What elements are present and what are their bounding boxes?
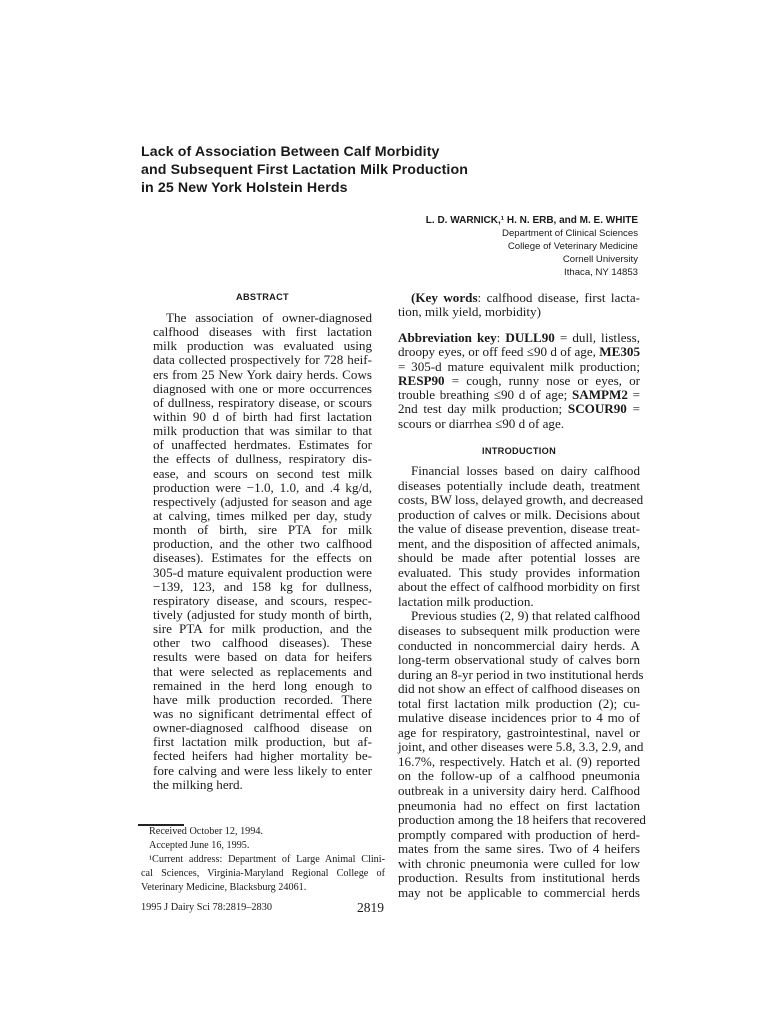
text-line: milk production was evaluated using	[153, 338, 372, 354]
text-line: during an 8-yr period in two institutional herds	[398, 666, 644, 682]
text-line: Accepted June 16, 1995.	[149, 840, 250, 851]
text-line: total first lactation milk production (2); cu-	[398, 695, 640, 711]
text-segment: =	[627, 387, 640, 403]
text-line: fected heifers had higher mortality be-	[153, 748, 372, 764]
text-line: production among the 18 heifers that recovered	[398, 812, 646, 828]
text-line: fore calving and were less likely to enter	[153, 762, 372, 778]
text-line: about the effect of calfhood morbidity on first	[398, 579, 640, 595]
text-line: of unaffected herdmates. Estimates for	[153, 437, 372, 453]
bold-term: ME305	[599, 344, 640, 360]
text-line: costs, BW loss, delayed growth, and decreased	[398, 492, 644, 508]
text-segment: :	[496, 330, 506, 345]
bold-term: DULL90	[505, 330, 555, 345]
text-line	[398, 374, 640, 388]
text-segment: droopy eyes, or off feed ≤90 d of age,	[398, 344, 600, 360]
abstract-body	[153, 311, 372, 792]
text-line: Veterinary Medicine, Blacksburg 24061.	[141, 882, 307, 893]
text-line: mates from the same sires. Two of 4 heifers	[398, 841, 640, 857]
footnotes	[141, 825, 385, 895]
text-line: sire PTA for milk production, and the	[153, 621, 372, 637]
text-line	[398, 360, 640, 374]
text-line: −139, 123, and 158 kg for dullness,	[153, 578, 372, 594]
affiliation-line: College of Veterinary Medicine	[507, 241, 638, 252]
text-line: diagnosed with one or more occurrences	[153, 380, 372, 396]
text-line: with chronic pneumonia were culled for low	[398, 855, 640, 871]
text-line: remained in the herd long enough to	[153, 677, 372, 693]
text-line: long-term observational study of calves born	[398, 652, 640, 668]
text-line: the milking herd.	[153, 776, 243, 792]
keywords	[398, 291, 640, 320]
text-line: ers from 25 New York dairy herds. Cows	[153, 366, 372, 382]
text-line: calfhood diseases with first lactation	[153, 324, 372, 340]
text-line: have milk production recorded. There	[153, 691, 372, 707]
bold-term: (Key words	[411, 290, 478, 305]
text-line: milk production that was similar to that	[153, 423, 372, 439]
bold-term: SAMPM2	[571, 387, 628, 403]
text-line: diseases). Estimates for the effects on	[153, 550, 372, 566]
text-line: production. Results from institutional herds	[398, 870, 640, 886]
text-line: tively (adjusted for study month of birth,	[153, 606, 372, 622]
text-line: outbreak in a university dairy herd. Calfhood	[398, 783, 640, 799]
text-line: ease, and scours on second test milk	[153, 465, 372, 481]
introduction-body	[398, 463, 646, 900]
text-line: conducted in noncommercial dairy herds. A	[398, 637, 640, 653]
bold-term: Abbreviation key	[398, 330, 497, 345]
text-line: mulative disease incidences prior to 4 mo of	[398, 710, 640, 726]
text-line: 305-d mature equivalent production were	[153, 564, 372, 580]
text-line: age for respiratory, gastrointestinal, navel or	[398, 724, 640, 740]
text-line	[398, 345, 640, 359]
article-title	[141, 143, 468, 197]
text-line: 16.7%, respectively. Hatch et al. (9) reported	[398, 753, 640, 769]
affiliation-line: Ithaca, NY 14853	[564, 267, 638, 278]
text-line: Previous studies (2, 9) that related calfhood	[411, 608, 640, 624]
text-line: diseases to subsequent milk production were	[398, 623, 640, 639]
author-block	[426, 214, 638, 279]
text-line	[398, 417, 640, 431]
text-line: ¹Current address: Department of Large Animal Clini-	[149, 854, 385, 865]
title-line: in 25 New York Holstein Herds	[141, 180, 348, 196]
text-segment: = cough, runny nose or eyes, or	[444, 372, 640, 388]
text-line: the value of disease prevention, disease treat-	[398, 521, 640, 537]
text-line: respectively (adjusted for season and age	[153, 493, 372, 509]
text-line: cal Sciences, Virginia-Maryland Regional College of	[141, 868, 385, 879]
text-line: did not show an effect of calfhood diseases on	[398, 681, 640, 697]
text-line: owner-diagnosed calfhood disease on	[153, 720, 372, 736]
text-line: pneumonia had no effect on first lactation	[398, 797, 640, 813]
text-segment: : calfhood disease, first lacta-	[477, 290, 640, 305]
text-segment: =	[626, 401, 640, 417]
text-line: within 90 d of birth had first lactation	[153, 408, 372, 424]
text-line: was no significant detrimental effect of	[153, 705, 372, 721]
text-line: The association of owner-diagnosed	[166, 310, 372, 325]
text-line: production were −1.0, 1.0, and .4 kg/d,	[153, 479, 372, 495]
text-line: promptly compared with production of herd-	[398, 826, 640, 842]
journal-citation: 1995 J Dairy Sci 78:2819–2830	[141, 902, 272, 913]
text-line: on the follow-up of a calfhood pneumonia	[398, 768, 640, 784]
title-line: Lack of Association Between Calf Morbidity	[141, 144, 440, 160]
introduction-heading: INTRODUCTION	[481, 446, 557, 456]
text-segment: 2nd test day milk production;	[398, 401, 568, 417]
bold-term: RESP90	[398, 372, 445, 388]
text-line: ment, and the disposition of affected animals,	[398, 535, 640, 551]
text-segment: = dull, listless,	[554, 330, 640, 345]
text-line: may not be applicable to commercial herds	[398, 884, 640, 900]
page-number: 2819	[357, 900, 384, 915]
bold-term: SCOUR90	[567, 401, 627, 417]
text-line: that were selected as replacements and	[153, 663, 372, 679]
text-line: production, and the other two calfhood	[153, 536, 372, 552]
text-line: month of birth, sire PTA for milk	[153, 522, 372, 538]
text-line: should be made after potential losses are	[398, 550, 640, 566]
text-line: the effects of dullness, respiratory dis-	[153, 451, 372, 467]
text-line: results were based on data for heifers	[153, 649, 372, 665]
text-line: evaluated. This study provides information	[398, 564, 640, 580]
text-line	[398, 305, 640, 319]
text-line: data collected prospectively for 728 heif-	[153, 352, 372, 368]
text-segment: scours or diarrhea ≤90 d of age.	[398, 415, 565, 431]
text-segment: trouble breathing ≤90 d of age;	[398, 387, 572, 403]
text-line: Financial losses based on dairy calfhood	[411, 463, 640, 478]
text-line: lactation milk production.	[398, 593, 534, 609]
text-segment: = 305-d mature equivalent milk production;	[398, 358, 640, 374]
text-segment: tion, milk yield, morbidity)	[398, 304, 541, 320]
text-line: other two calfhood diseases). These	[153, 635, 372, 651]
text-line: diseases potentially include death, treatment	[398, 477, 640, 493]
text-line: first lactation milk production, but af-	[153, 734, 372, 750]
text-line: Received October 12, 1994.	[149, 826, 264, 837]
text-line: of dullness, respiratory disease, or scours	[153, 394, 372, 410]
title-line: and Subsequent First Lactation Milk Production	[141, 162, 468, 178]
text-line: at calving, times milked per day, study	[153, 507, 372, 523]
text-line	[398, 402, 640, 416]
abstract-heading: ABSTRACT	[236, 292, 289, 302]
author-names: L. D. WARNICK,¹ H. N. ERB, and M. E. WHITE	[425, 215, 638, 226]
text-line: production of calves or milk. Decisions about	[398, 506, 640, 522]
text-line: respiratory disease, and scours, respec-	[153, 592, 372, 608]
text-line: joint, and other diseases were 5.8, 3.3, 2.9, and	[398, 739, 644, 755]
text-line	[398, 388, 640, 402]
affiliation-line: Cornell University	[562, 254, 638, 265]
affiliation-line: Department of Clinical Sciences	[502, 228, 638, 239]
text-line	[398, 331, 640, 345]
abbreviation-key	[398, 331, 640, 431]
text-line	[398, 291, 640, 305]
